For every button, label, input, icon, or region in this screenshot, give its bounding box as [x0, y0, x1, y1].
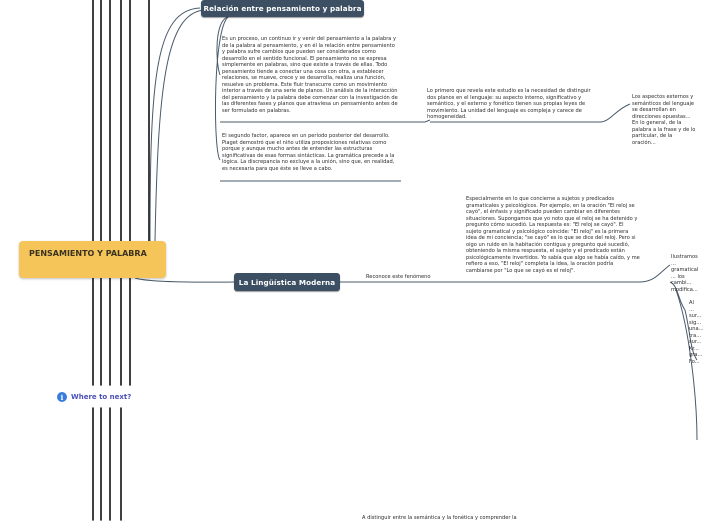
central-topic[interactable]	[19, 241, 166, 278]
note-distinguir: A distinguir entre la semántica y la fonética y comprender la	[362, 515, 517, 521]
note-especialmente: Especialmente en lo que concierne a sujetos y predicados gramaticales y psicológicos. Por ejemplo, en la oración "El reloj se cayó", el énfasis y significado pueden cambiar en diferentes situaciones. Supongamos que yo noto que el reloj se ha detenido y pregunto cómo sucedió. La respuesta es: "El reloj se cayó". El sujeto gramatical y psicológico coincide: "El reloj" es la primera idea de mi conciencia; "se cayó" es lo que se dice del reloj. Pero si oigo un ruido en la habitación contigua y pregunto qué sucedió, obteniendo la misma respuesta, el sujeto y el predicado están psicológicamente invertidos. Yo sabía que algo se había caído, y me refiero a eso, "El reloj" completa la idea, la oración podría cambiarse por "Lo que se cayó es el reloj".	[466, 196, 640, 275]
where-to-next-link[interactable]	[57, 392, 131, 402]
topic-relacion-label: Relación entre pensamiento y palabra	[203, 4, 362, 13]
topic-linguistica-moderna[interactable]	[234, 273, 340, 291]
where-to-next-label: Where to next?	[71, 393, 132, 401]
topic-relacion[interactable]	[201, 0, 364, 17]
note-segundo-factor: El segundo factor, aparece en un período posterior del desarrollo. Piaget demostró que el niño utiliza proposiciones relativas como porque y aunque mucho antes de entender las estructuras significativas de esas formas sintácticas. La gramática precede a la lógica. La discrepancia no excluye a la unión, sino que, en realidad, es necesaria para que éste se lleve a cabo.	[222, 133, 395, 172]
topic-linguistica-label: La Lingüística Moderna	[238, 277, 336, 287]
info-icon: i	[57, 392, 67, 402]
central-topic-label: PENSAMIENTO Y PALABRA	[29, 249, 147, 258]
note-ilustramos: Ilustramos ... gramatical ... los cambi... modifica...	[671, 254, 699, 293]
note-reconoce-fenomeno: Reconoce este fenómeno	[366, 274, 431, 280]
note-aspectos-externos: Los aspectos externos y semánticos del lenguaje se desarrollan en direcciones opuestas... En lo general, de la palabra a la frase y de lo particular, de la oración...	[632, 94, 696, 146]
note-proceso: Es un proceso, un continuo ir y venir del pensamiento a la palabra y de la palabra al pensamiento, y en él la relación entre pensamiento y palabra sufre cambios que pueden ser considerados como desarrollo en el sentido funcional. El pensamiento no se expresa simplemente en palabras, sino que existe a través de ellas. Todo pensamiento tiende a conectar una cosa con otra, a establecer relaciones, se mueve, crece y se desarrolla, realiza una función, resuelve un problema. Este fluir transcurre como un movimiento interior a través de una serie de planos. Un análisis de la interacción del pensamiento y la palabra debe comenzar con la investigación de las diferentes fases y planos que atraviesa un pensamiento antes de ser formulado en palabras.	[222, 36, 398, 115]
note-primero: Lo primero que revela este estudio es la necesidad de distinguir dos planos en el lenguaje: su aspecto interno, significativo y semántico, y el externo y fonético tienen sus propias leyes de movimiento. La unidad del lenguaje es compleja y carece de homogeneidad.	[427, 88, 591, 121]
note-al: Al ... sur... sig... una... tra... sur... Kr... gra... Fo...	[689, 300, 703, 365]
